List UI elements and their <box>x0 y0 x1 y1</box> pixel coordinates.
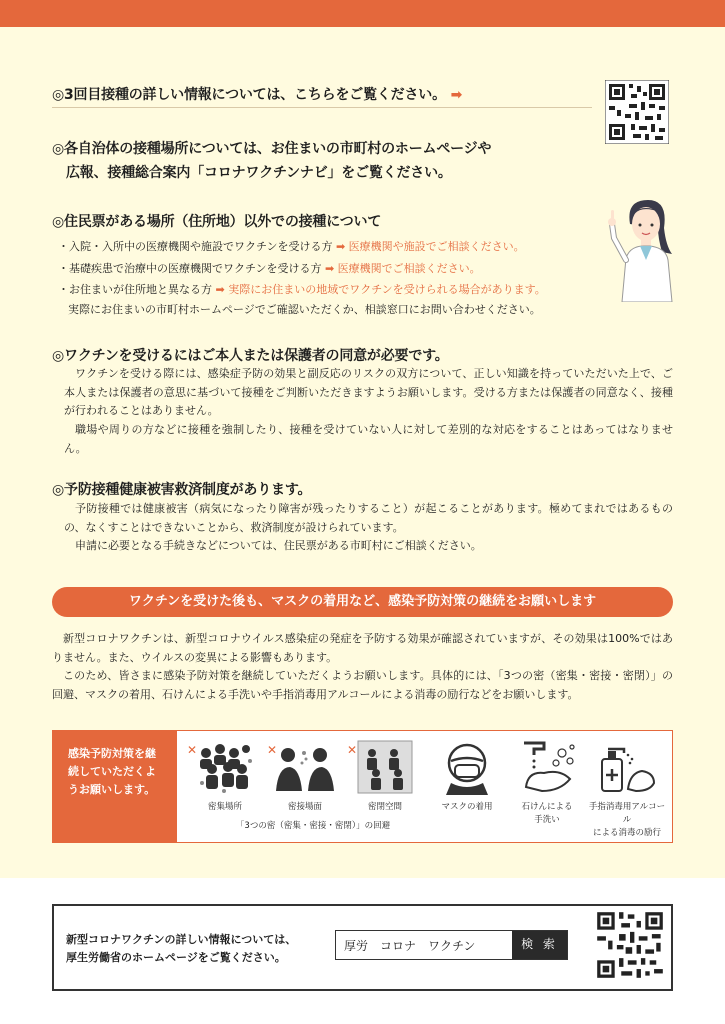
outside-residence-heading: ◎住民票がある場所（住所地）以外での接種について <box>52 214 382 230</box>
case-underlying-disease <box>58 260 481 276</box>
vaccination-sites-line2: 広報、接種総合案内「コロナワクチンナビ」をご覧ください。 <box>66 165 452 181</box>
case-text: ・入院・入所中の医療機関や施設でワクチンを受ける方 <box>58 240 333 253</box>
consent-heading: ◎ワクチンを受けるにはご本人または保護者の同意が必要です。 <box>52 348 449 364</box>
right-arrow-icon: ➡ <box>335 240 346 253</box>
case-text: ・基礎疾患で治療中の医療機関でワクチンを受ける方 <box>58 262 322 275</box>
third-dose-heading-text: ◎3回目接種の詳しい情報については、こちらをご覧ください。 <box>52 87 446 103</box>
close-contact-icon <box>274 739 336 795</box>
right-arrow-icon: ➡ <box>215 283 225 296</box>
third-dose-info-heading <box>52 84 462 104</box>
right-arrow-icon: ➡ <box>450 87 463 103</box>
qr-code-icon[interactable] <box>605 80 669 144</box>
divider <box>52 107 592 108</box>
doctor-illustration-icon <box>608 194 680 302</box>
tip-label: 密閉空間 <box>367 802 402 812</box>
three-c-caption: 「3つの密（密集・密接・密閉）」の回避 <box>235 821 391 831</box>
footer-text <box>66 931 296 967</box>
consent-paragraph-1: ワクチンを受ける際には、感染症予防の効果と副反応のリスクの双方について、正しい知識を持っていただいた上で、ご本人または保護者の意思に基づいて接種をご判断いただきますようお願いします。受ける方または保護者の同意なく、接種が行われることはありません。 <box>64 367 673 417</box>
continue-prevention-banner: ワクチンを受けた後も、マスクの着用など、感染予防対策の継続をお願いします <box>52 587 673 617</box>
tip-closed-space <box>345 739 425 814</box>
top-bar <box>0 0 725 27</box>
handwash-icon <box>516 739 578 795</box>
case-note: 医療機関や施設でご相談ください。 <box>348 240 525 253</box>
residence-followup: 実際にお住まいの市町村ホームページでご確認いただくか、相談窓口にお問い合わせください。 <box>68 303 541 316</box>
vaccination-sites-line1: ◎各自治体の接種場所については、お住まいの市町村のホームページや <box>52 141 492 157</box>
closed-space-icon <box>354 739 416 795</box>
prevention-request-paragraph: このため、皆さまに感染予防対策を継続していただくようお願いします。具体的には、「3つの密（密集・密接・密閉）」の回避、マスクの着用、石けんによる手洗いや手指消毒用アルコールによる消毒の励行などをお願いします。 <box>52 669 673 701</box>
case-different-address <box>58 281 546 297</box>
relief-paragraph-1: 予防接種では健康被害（病気になったり障害が残ったりすること）が起こることがあります。極めてまれではあるものの、なくすことはできないことから、救済制度が設けられています。 <box>64 502 673 534</box>
footer-text-line2: 厚生労働省のホームページをご覧ください。 <box>66 951 286 964</box>
tip-close-contact <box>265 739 345 814</box>
tip-mask <box>427 739 507 814</box>
relief-system-heading: ◎予防接種健康被害救済制度があります。 <box>52 482 312 498</box>
tip-label: 石けんによる 手洗い <box>521 802 573 825</box>
search-button[interactable]: 検 索 <box>512 931 567 959</box>
footer-text-line1: 新型コロナワクチンの詳しい情報については、 <box>66 933 297 946</box>
footer-qr-code-icon[interactable] <box>595 910 665 980</box>
tip-crowded-place <box>185 739 265 814</box>
case-note: 医療機関でご相談ください。 <box>337 262 481 275</box>
tips-label-text: 感染予防対策を継続していただくようお願いします。 <box>68 747 156 796</box>
x-mark-icon: ✕ <box>187 743 198 757</box>
case-text: ・お住まいが住所地と異なる方 <box>58 283 212 296</box>
prevention-tips-label <box>53 731 177 842</box>
tip-handwash <box>507 739 587 827</box>
tip-label: 手指消毒用アルコール による消毒の励行 <box>588 802 666 838</box>
crowded-place-icon <box>194 739 256 795</box>
sanitizer-icon <box>596 739 658 795</box>
x-mark-icon: ✕ <box>267 743 278 757</box>
x-mark-icon: ✕ <box>347 743 358 757</box>
mask-icon <box>436 739 498 795</box>
tip-label: マスクの着用 <box>441 802 493 812</box>
relief-paragraph-2: 申請に必要となる手続きなどについては、住民票がある市町村にご相談ください。 <box>75 539 482 552</box>
tip-label: 密接場面 <box>287 802 322 812</box>
vaccine-effect-paragraph: 新型コロナワクチンは、新型コロナウイルス感染症の発症を予防する効果が確認されていますが、その効果は100%ではありません。また、ウイルスの変異による影響もあります。 <box>52 632 673 664</box>
case-hospitalized <box>58 238 525 254</box>
search-terms: 厚労 コロナ ワクチン <box>344 939 476 953</box>
right-arrow-icon: ➡ <box>324 262 335 275</box>
tip-label: 密集場所 <box>207 802 242 812</box>
case-note: 実際にお住まいの地域でワクチンを受けられる場合があります。 <box>228 283 546 296</box>
prevention-tips-box <box>52 730 673 843</box>
tip-sanitizer <box>587 739 667 840</box>
search-box[interactable] <box>335 930 568 960</box>
consent-paragraph-2: 職場や周りの方などに接種を強制したり、接種を受けていない人に対して差別的な対応をすることはあってはなりません。 <box>64 423 673 455</box>
